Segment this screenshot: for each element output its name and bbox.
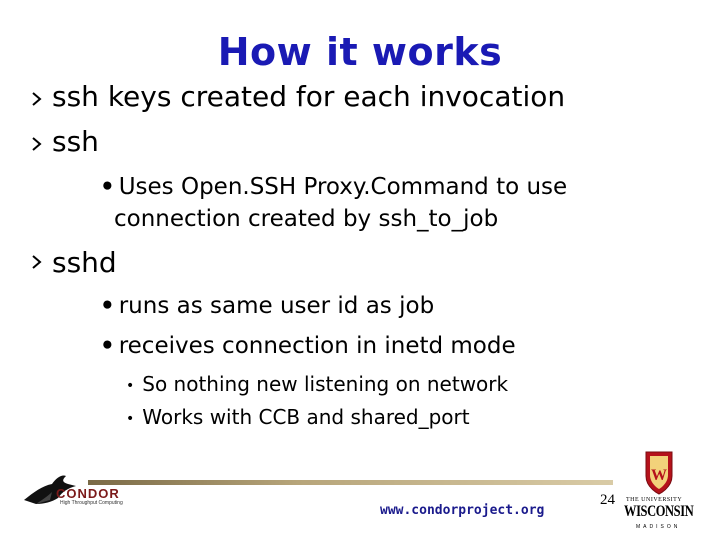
uw-madison-label: MADISON [636, 524, 681, 530]
round-bullet-icon: • [100, 293, 115, 319]
page-number: 24 [600, 492, 615, 508]
bullet-ssh-keys: ssh keys created for each invocation [52, 80, 566, 113]
round-bullet-icon: • [126, 410, 135, 427]
sub-sub-bullet-text: So nothing new listening on network [142, 372, 509, 396]
uw-wisconsin-label: WISCONSIN [624, 503, 694, 520]
sub-bullet-proxycommand [100, 171, 567, 203]
chevron-bullet-icon [30, 127, 44, 161]
sub-sub-bullet-listening [126, 369, 508, 401]
svg-text:W: W [651, 467, 667, 484]
sub-bullet-text: Uses Open.SSH Proxy.Command to use [118, 174, 568, 200]
sub-bullet-continuation: connection created by ssh_to_job [114, 206, 499, 232]
slide-title: How it works [217, 30, 503, 74]
footer-divider [88, 480, 613, 485]
sub-bullet-same-user [100, 290, 434, 322]
condor-logo-word: CONDOR [56, 486, 120, 501]
chevron-bullet-icon [30, 82, 44, 116]
bullet-sshd: sshd [52, 246, 117, 279]
footer-url[interactable]: www.condorproject.org [380, 503, 545, 518]
sub-bullet-text: receives connection in inetd mode [118, 333, 516, 359]
round-bullet-icon: • [126, 377, 135, 394]
chevron-bullet-icon [30, 245, 44, 279]
bullet-ssh: ssh [52, 125, 99, 158]
condor-logo-tagline: High Throughput Computing [60, 500, 123, 506]
sub-bullet-text: runs as same user id as job [118, 293, 435, 319]
round-bullet-icon: • [100, 333, 115, 359]
sub-sub-bullet-text: Works with CCB and shared_port [142, 405, 470, 429]
round-bullet-icon: • [100, 174, 115, 200]
sub-bullet-inetd [100, 330, 516, 362]
sub-sub-bullet-ccb [126, 402, 470, 434]
uw-university-label: THE UNIVERSITY [626, 497, 683, 503]
